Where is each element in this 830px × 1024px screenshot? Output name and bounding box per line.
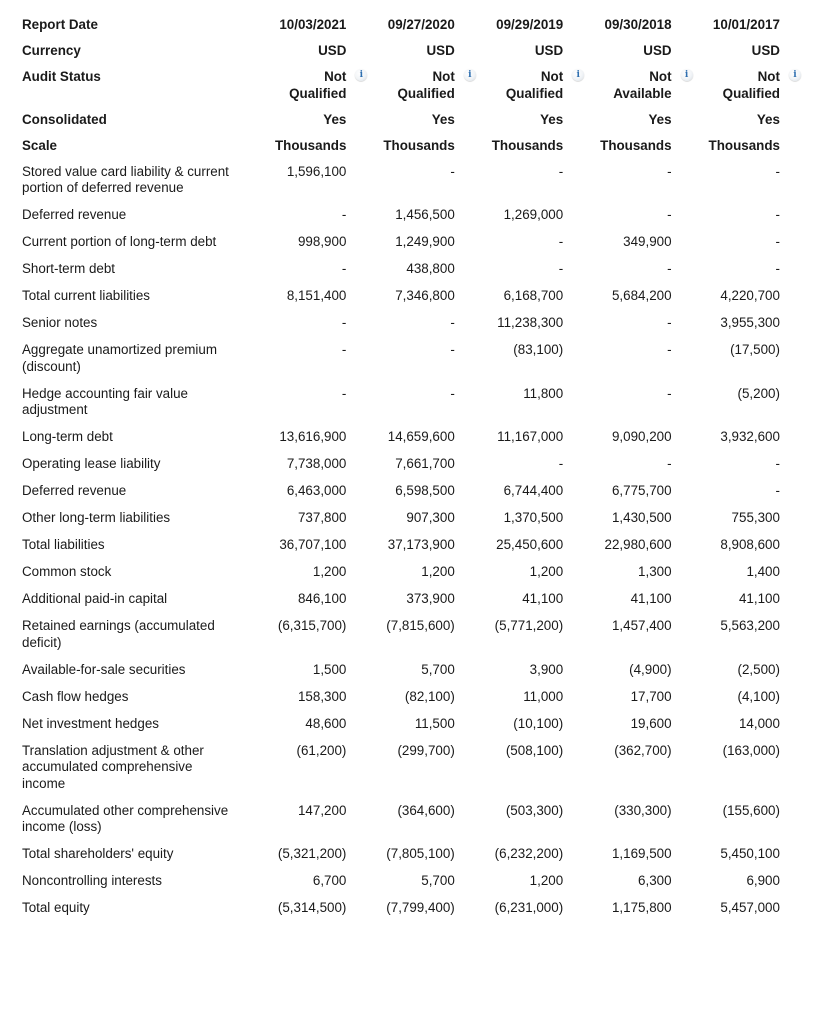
row-value: (330,300) [614, 802, 672, 818]
row-value: 19,600 [630, 715, 672, 731]
table-row [22, 261, 780, 288]
row-value: 1,300 [638, 564, 672, 580]
row-value: - [667, 261, 672, 277]
row-value: 5,700 [421, 873, 455, 889]
table-row [22, 207, 780, 234]
row-value: - [341, 385, 347, 401]
row-value: (5,771,200) [494, 618, 564, 634]
row-value: - [450, 315, 455, 331]
table-row [22, 483, 780, 510]
row-label: Short-term debt [22, 261, 116, 277]
header-value-report-date: 09/29/2019 [496, 17, 564, 32]
row-label: Additional paid-in capital [22, 591, 168, 607]
row-value: - [558, 163, 564, 179]
row-value: - [341, 207, 347, 223]
row-value: - [667, 385, 672, 401]
row-label: Stored value card liability & current portion of deferred revenue [22, 163, 229, 196]
row-value: 5,563,200 [720, 618, 780, 634]
row-value: - [558, 456, 564, 472]
row-label: Deferred revenue [22, 483, 127, 499]
row-value: 438,800 [406, 261, 455, 277]
row-value: (4,900) [629, 661, 672, 677]
info-icon[interactable]: i [681, 69, 693, 81]
table-row [22, 288, 780, 315]
row-value: 48,600 [305, 715, 347, 731]
row-value: 5,684,200 [611, 288, 672, 304]
row-value: 14,000 [738, 715, 780, 731]
row-value: 22,980,600 [604, 537, 672, 553]
row-value: (61,200) [296, 742, 347, 758]
header-label: Report Date [22, 17, 98, 32]
row-value: - [558, 261, 564, 277]
row-value: 349,900 [623, 234, 672, 250]
header-row-audit-status [22, 69, 780, 112]
row-value: - [667, 456, 672, 472]
row-value: (83,100) [513, 342, 564, 358]
header-value-currency: USD [643, 42, 672, 58]
row-value: (5,200) [737, 385, 780, 401]
table-row [22, 342, 780, 386]
row-label: Common stock [22, 564, 112, 580]
row-value: - [775, 456, 780, 472]
row-value: 6,744,400 [503, 483, 564, 499]
header-value-scale: Thousands [600, 137, 672, 153]
audit-status-line1: Not [649, 68, 672, 84]
row-value: (5,314,500) [277, 900, 347, 916]
audit-status-line1: Not [757, 68, 780, 84]
row-value: 1,200 [529, 564, 564, 580]
row-value: 1,400 [746, 564, 780, 580]
row-label: Net investment hedges [22, 715, 159, 731]
row-value: 373,900 [406, 591, 455, 607]
header-value-consolidated: Yes [323, 111, 347, 127]
row-value: 11,500 [414, 715, 455, 731]
row-label: Total equity [22, 900, 90, 916]
row-value: 6,300 [638, 873, 672, 889]
row-value: 1,596,100 [286, 163, 347, 179]
row-label: Operating lease liability [22, 456, 161, 472]
row-label: Available-for-sale securities [22, 661, 186, 677]
row-value: 6,463,000 [286, 483, 347, 499]
header-label: Consolidated [22, 111, 107, 127]
row-value: (503,300) [505, 802, 564, 818]
row-value: (2,500) [737, 661, 780, 677]
table-row [22, 386, 780, 430]
row-value: 907,300 [406, 510, 455, 526]
row-value: 5,450,100 [720, 846, 780, 862]
row-value: - [450, 385, 455, 401]
row-label: Senior notes [22, 315, 98, 331]
row-value: (364,600) [397, 802, 455, 818]
row-value: - [341, 315, 347, 331]
row-value: 3,955,300 [720, 315, 780, 331]
table-row [22, 537, 780, 564]
row-value: 7,661,700 [395, 456, 455, 472]
table-row [22, 315, 780, 342]
financial-table [22, 17, 797, 927]
audit-status-line2: Qualified [505, 85, 564, 101]
row-value: 846,100 [297, 591, 347, 607]
audit-status-line2: Qualified [289, 85, 347, 101]
table-row [22, 900, 780, 927]
row-value: (155,600) [722, 802, 780, 818]
row-value: (10,100) [513, 715, 564, 731]
row-value: 1,457,400 [611, 618, 672, 634]
row-label: Deferred revenue [22, 207, 127, 223]
row-value: 41,100 [630, 591, 672, 607]
row-value: 1,430,500 [611, 510, 672, 526]
row-value: 13,616,900 [279, 429, 347, 445]
row-value: 36,707,100 [279, 537, 347, 553]
audit-status-value [722, 68, 797, 102]
row-value: - [558, 234, 564, 250]
table-row [22, 564, 780, 591]
audit-status-value [505, 68, 580, 102]
table-row [22, 689, 780, 716]
row-value: - [667, 315, 672, 331]
row-value: 1,269,000 [503, 207, 564, 223]
header-value-consolidated: Yes [540, 111, 564, 127]
row-value: 11,800 [523, 385, 564, 401]
row-value: (82,100) [404, 688, 455, 704]
header-value-consolidated: Yes [756, 111, 780, 127]
row-value: 158,300 [297, 688, 347, 704]
header-label: Audit Status [22, 68, 101, 84]
header-value-currency: USD [751, 42, 780, 58]
row-label: Noncontrolling interests [22, 873, 162, 889]
header-row-scale [22, 138, 780, 164]
row-label: Current portion of long-term debt [22, 234, 217, 250]
row-value: 6,775,700 [611, 483, 672, 499]
header-value-scale: Thousands [383, 137, 455, 153]
row-value: 17,700 [630, 688, 672, 704]
row-value: 998,900 [297, 234, 347, 250]
table-row [22, 803, 780, 847]
row-value: (163,000) [722, 742, 780, 758]
row-value: 1,200 [312, 564, 347, 580]
row-value: (7,799,400) [386, 900, 455, 916]
table-row [22, 618, 780, 662]
row-label: Hedge accounting fair value adjustment [22, 385, 189, 418]
header-value-report-date: 10/03/2021 [279, 17, 347, 32]
audit-status-line1: Not [324, 68, 347, 84]
row-value: 147,200 [297, 802, 347, 818]
row-value: 1,249,900 [395, 234, 455, 250]
row-value: 8,908,600 [720, 537, 780, 553]
row-value: (6,231,000) [494, 900, 564, 916]
row-value: 5,457,000 [720, 900, 780, 916]
row-value: (7,805,100) [386, 846, 455, 862]
row-value: 1,200 [421, 564, 455, 580]
audit-status-cell [238, 68, 364, 112]
row-label: Total current liabilities [22, 288, 151, 304]
header-value-consolidated: Yes [648, 111, 672, 127]
row-value: 6,700 [312, 873, 347, 889]
table-row [22, 456, 780, 483]
header-value-scale: Thousands [491, 137, 564, 153]
row-value: (508,100) [505, 742, 564, 758]
header-row-report-date [22, 17, 780, 43]
row-value: 9,090,200 [611, 429, 672, 445]
row-label: Aggregate unamortized premium (discount) [22, 342, 218, 374]
row-value: - [667, 207, 672, 223]
row-value: 3,932,600 [720, 429, 780, 445]
row-value: 1,500 [312, 661, 347, 677]
row-value: 6,168,700 [503, 288, 564, 304]
row-value: 3,900 [529, 661, 564, 677]
header-label: Currency [22, 42, 81, 58]
row-value: 1,370,500 [503, 510, 564, 526]
table-row [22, 591, 780, 618]
row-label: Accumulated other comprehensive income (loss) [22, 802, 229, 835]
audit-status-value [397, 68, 472, 102]
row-value: 11,000 [523, 688, 564, 704]
row-value: 1,200 [529, 873, 564, 889]
row-value: - [775, 207, 780, 223]
header-value-report-date: 09/27/2020 [387, 17, 455, 32]
header-label: Scale [22, 137, 57, 153]
row-value: 1,456,500 [395, 207, 455, 223]
row-value: 7,346,800 [395, 288, 455, 304]
info-icon[interactable]: i [355, 69, 367, 81]
table-row [22, 743, 780, 803]
header-value-scale: Thousands [274, 137, 347, 153]
row-value: 5,700 [421, 661, 455, 677]
audit-status-value [289, 68, 364, 102]
header-value-report-date: 10/01/2017 [712, 17, 780, 32]
row-value: - [775, 234, 780, 250]
row-value: (362,700) [614, 742, 672, 758]
row-value: - [667, 163, 672, 179]
table-row [22, 662, 780, 689]
header-value-consolidated: Yes [431, 111, 455, 127]
row-value: - [341, 342, 347, 358]
row-value: 14,659,600 [387, 429, 455, 445]
row-label: Other long-term liabilities [22, 510, 171, 526]
row-value: (5,321,200) [277, 846, 347, 862]
audit-status-line2: Qualified [397, 85, 455, 101]
info-icon[interactable]: i [789, 69, 801, 81]
row-value: 41,100 [738, 591, 780, 607]
row-label: Retained earnings (accumulated deficit) [22, 618, 215, 650]
balance-sheet [22, 17, 812, 927]
audit-status-value [613, 68, 689, 102]
row-value: 8,151,400 [286, 288, 347, 304]
row-value: - [775, 483, 780, 499]
row-value: - [341, 261, 347, 277]
row-value: 25,450,600 [496, 537, 564, 553]
row-value: 1,175,800 [611, 900, 672, 916]
audit-status-line1: Not [432, 68, 455, 84]
row-value: (17,500) [730, 342, 780, 358]
row-value: 37,173,900 [387, 537, 455, 553]
header-value-currency: USD [534, 42, 564, 58]
table-row [22, 510, 780, 537]
header-value-report-date: 09/30/2018 [604, 17, 672, 32]
row-value: (299,700) [397, 742, 455, 758]
row-value: 4,220,700 [720, 288, 780, 304]
row-value: 737,800 [297, 510, 347, 526]
row-value: 1,169,500 [611, 846, 672, 862]
row-value: 11,167,000 [497, 429, 564, 445]
table-row [22, 846, 780, 873]
row-value: 7,738,000 [286, 456, 347, 472]
row-value: - [775, 261, 780, 277]
row-value: 6,598,500 [395, 483, 455, 499]
row-value: - [450, 342, 455, 358]
table-row [22, 716, 780, 743]
row-value: (6,232,200) [494, 846, 564, 862]
info-icon[interactable]: i [464, 69, 476, 81]
audit-status-line1: Not [540, 68, 564, 84]
audit-status-line2: Available [613, 85, 672, 101]
row-value: (6,315,700) [277, 618, 347, 634]
row-value: - [450, 163, 455, 179]
header-value-scale: Thousands [708, 137, 780, 153]
row-label: Cash flow hedges [22, 688, 129, 704]
header-value-currency: USD [426, 42, 455, 58]
row-value: 41,100 [522, 591, 564, 607]
row-value: - [775, 163, 780, 179]
table-row [22, 429, 780, 456]
table-row [22, 234, 780, 261]
row-value: 11,238,300 [497, 315, 564, 331]
info-icon[interactable]: i [572, 69, 584, 81]
row-label: Total liabilities [22, 537, 105, 553]
table-row [22, 873, 780, 900]
row-value: - [667, 342, 672, 358]
header-value-currency: USD [318, 42, 347, 58]
header-row-currency [22, 43, 780, 69]
table-row [22, 164, 780, 208]
row-label: Long-term debt [22, 429, 113, 445]
row-value: (4,100) [737, 688, 780, 704]
row-value: 755,300 [731, 510, 780, 526]
header-row-consolidated [22, 112, 780, 138]
row-label: Translation adjustment & other accumulated comprehensive income [22, 742, 204, 791]
audit-status-line2: Qualified [722, 85, 780, 101]
row-label: Total shareholders' equity [22, 846, 174, 862]
row-value: 6,900 [746, 873, 780, 889]
row-value: (7,815,600) [386, 618, 455, 634]
